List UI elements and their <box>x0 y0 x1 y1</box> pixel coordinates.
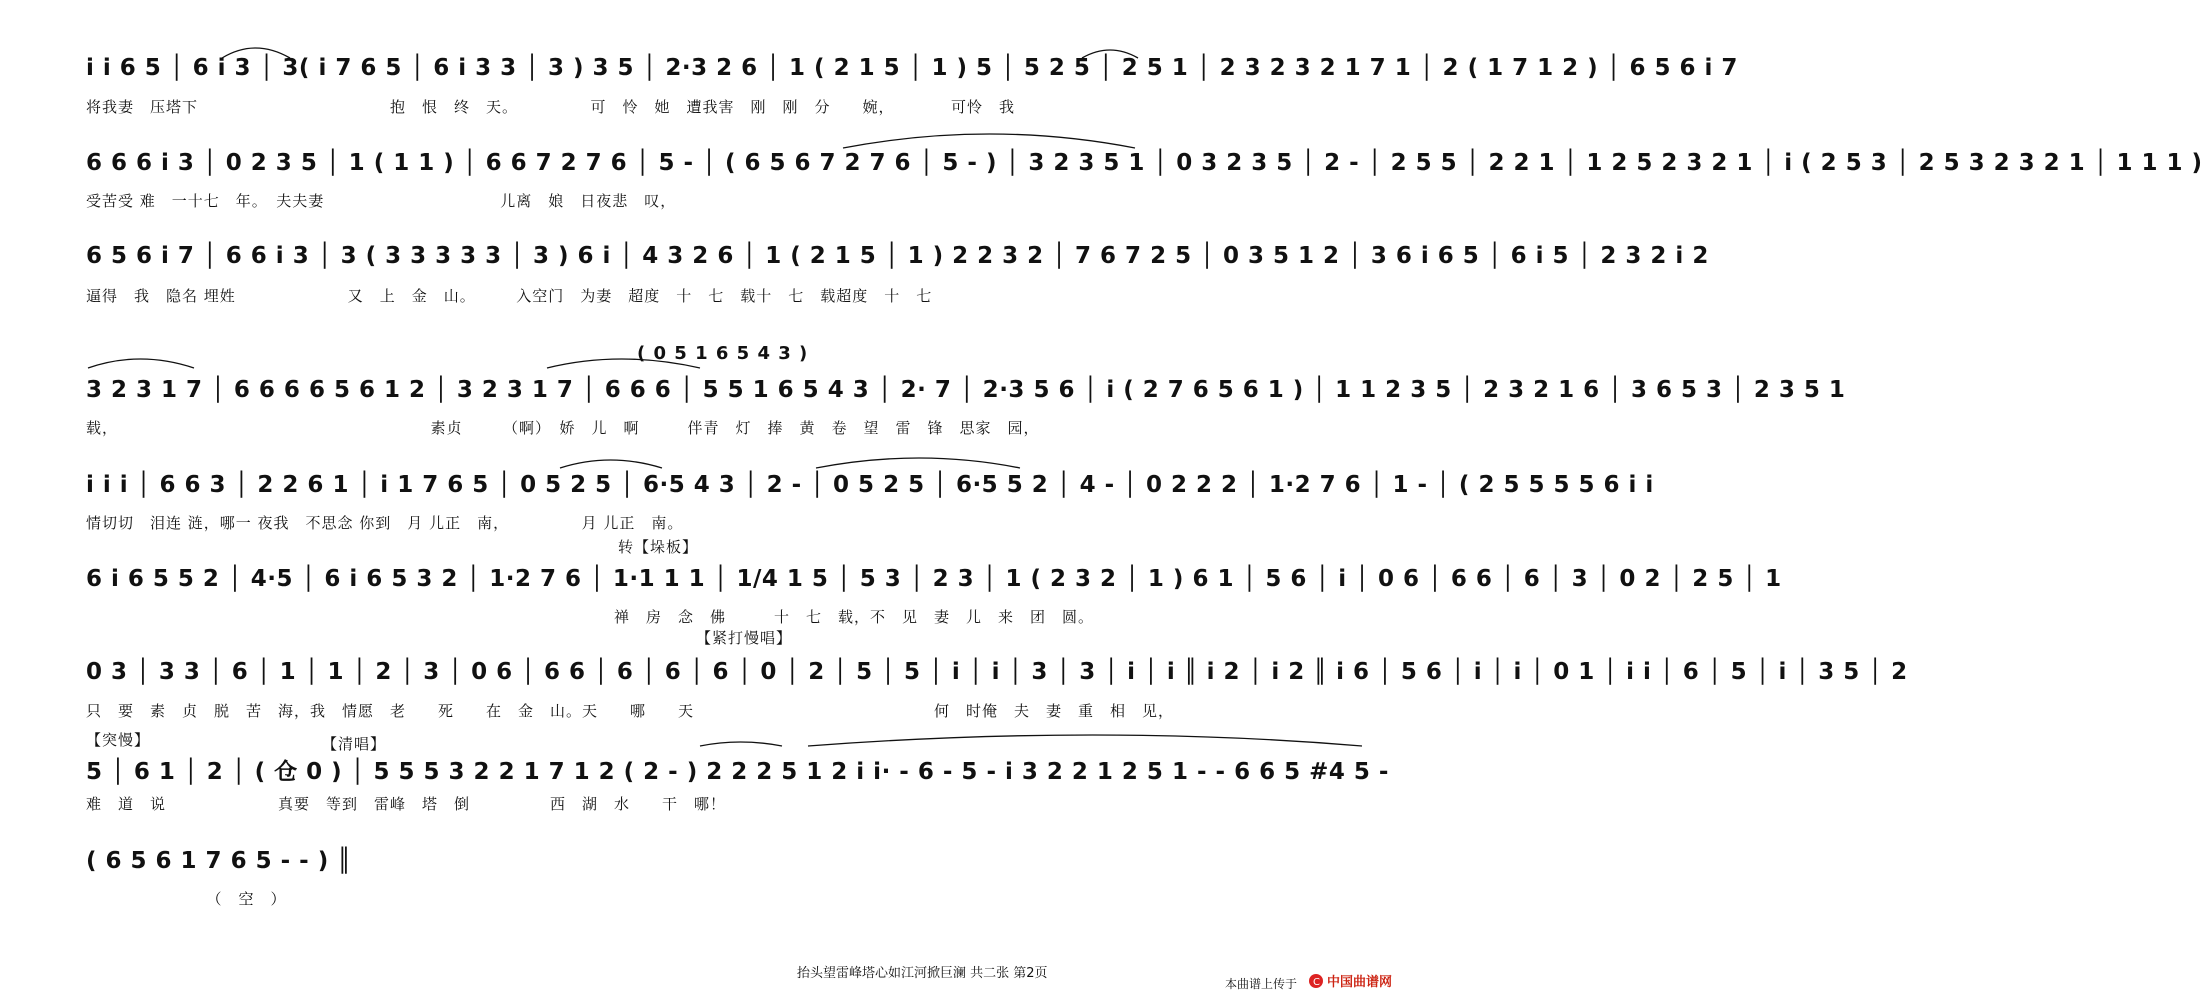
tempo-marking-tuman: 【突慢】 <box>86 731 151 749</box>
tempo-marking-duoban: 转【垛板】 <box>618 538 699 556</box>
score-system-5-lyrics: 情切切 泪连 涟，哪一 夜我 不思念 你到 月 儿正 南， 月 儿正 南。 <box>86 514 684 532</box>
footer-title: 抬头望雷峰塔心如江河掀巨澜 共二张 第2页 <box>797 966 1048 981</box>
svg-text:中国曲谱网: 中国曲谱网 <box>1327 975 1393 990</box>
score-system-6-lyrics: 禅 房 念 佛 十 七 载，不 见 妻 儿 来 团 圆。 <box>86 608 1095 626</box>
score-system-7-notes: 0 3 │ 3 3 │ 6 │ 1 │ 1 │ 2 │ 3 │ 0 6 │ 6 6 │ 6 │ 6 │ 6 │ 0 │ 2 │ 5 │ 5 │ i │ i │ 3 │ 3 │ i │ i ║ i 2 │ i 2 ║ i 6 │ 5 6 │ i │ i │ 0 1 │ i i │ 6 │ 5 │ i │ 3 5 │ 2 <box>86 659 1908 685</box>
upload-credit: 本曲谱上传于 <box>1225 977 1298 991</box>
svg-text:C: C <box>1313 977 1320 988</box>
tempo-marking-qingchang: 【清唱】 <box>322 735 387 753</box>
score-system-1-lyrics: 将我妻 压塔下 抱 恨 终 天。 可 怜 她 遭我害 刚 刚 分 婉， 可怜 我 <box>86 98 1016 116</box>
score-system-8-lyrics: 难 道 说 真要 等到 雷峰 塔 倒 西 湖 水 干 哪！ <box>86 795 727 813</box>
score-system-9-notes: ( 6 5 6 1 7 6 5 - - ) ║ <box>86 848 352 874</box>
score-system-2-lyrics: 受苦受 难 一十七 年。 夫夫妻 儿离 娘 日夜悲 叹， <box>86 192 677 210</box>
score-system-8-notes: 5 │ 6 1 │ 2 │ ( 仓 0 ) │ 5 5 5 3 2 2 1 7 1 2 ( 2 - ) 2 2 2 5 1 2 i i· - 6 - 5 - i 3 2 2 1 2 5 1 - - 6 6 5 #4 5 - <box>86 759 1389 785</box>
site-logo-icon <box>1308 972 1404 990</box>
score-system-3-lyrics: 逼得 我 隐名 埋姓 又 上 金 山。 入空门 为妻 超度 十 七 载十 七 载超度 十 七 <box>86 287 933 305</box>
score-system-2-notes: 6 6 6 i 3 │ 0 2 3 5 │ 1 ( 1 1 ) │ 6 6 7 2 7 6 │ 5 - │ ( 6 5 6 7 2 7 6 │ 5 - ) │ 3 2 3 5 1 │ 0 3 2 3 5 │ 2 - │ 2 5 5 │ 2 2 1 │ 1 2 5 2 3 2 1 │ i ( 2 5 3 │ 2 5 3 2 3 2 1 │ 1 1 1 ) <box>86 150 2203 176</box>
instrumental-cue: ( 0 5 1 6 5 4 3 ) <box>637 343 809 364</box>
site-logo <box>1308 972 1404 990</box>
score-system-1-notes: i i 6 5 │ 6 i 3 │ 3( i 7 6 5 │ 6 i 3 3 │ 3 ) 3 5 │ 2·3 2 6 │ 1 ( 2 1 5 │ 1 ) 5 │ 5 2 5 │ 2 5 1 │ 2 3 2 3 2 1 7 1 │ 2 ( 1 7 1 2 ) │ 6 5 6 i 7 <box>86 55 1738 81</box>
score-system-9-lyrics: （ 空 ） <box>86 890 287 908</box>
tempo-marking-jinda-manchang: 【紧打慢唱】 <box>696 629 793 647</box>
score-system-4-notes: 3 2 3 1 7 │ 6 6 6 6 5 6 1 2 │ 3 2 3 1 7 │ 6 6 6 │ 5 5 1 6 5 4 3 │ 2· 7 │ 2·3 5 6 │ i ( 2 7 6 5 6 1 ) │ 1 1 2 3 5 │ 2 3 2 1 6 │ 3 6 5 3 │ 2 3 5 1 <box>86 377 1846 403</box>
score-system-6-notes: 6 i 6 5 5 2 │ 4·5 │ 6 i 6 5 3 2 │ 1·2 7 6 │ 1·1 1 1 │ 1/4 1 5 │ 5 3 │ 2 3 │ 1 ( 2 3 2 │ 1 ) 6 1 │ 5 6 │ i │ 0 6 │ 6 6 │ 6 │ 3 │ 0 2 │ 2 5 │ 1 <box>86 566 1782 592</box>
score-system-3-notes: 6 5 6 i 7 │ 6 6 i 3 │ 3 ( 3 3 3 3 3 │ 3 ) 6 i │ 4 3 2 6 │ 1 ( 2 1 5 │ 1 ) 2 2 3 2 │ 7 6 7 2 5 │ 0 3 5 1 2 │ 3 6 i 6 5 │ 6 i 5 │ 2 3 2 i 2 <box>86 243 1709 269</box>
score-system-4-lyrics: 载， 素贞 （啊） 娇 儿 啊 伴青 灯 捧 黄 卷 望 雷 锋 思家 园， <box>86 419 1040 437</box>
score-system-5-notes: i i i │ 6 6 3 │ 2 2 6 1 │ i 1 7 6 5 │ 0 5 2 5 │ 6·5 4 3 │ 2 - │ 0 5 2 5 │ 6·5 5 2 │ 4 - │ 0 2 2 2 │ 1·2 7 6 │ 1 - │ ( 2 5 5 5 5 6 i i <box>86 472 1654 498</box>
score-system-7-lyrics: 只 要 素 贞 脱 苦 海，我 情愿 老 死 在 金 山。天 哪 天 何 时俺 夫 妻 重 相 见， <box>86 702 1175 720</box>
